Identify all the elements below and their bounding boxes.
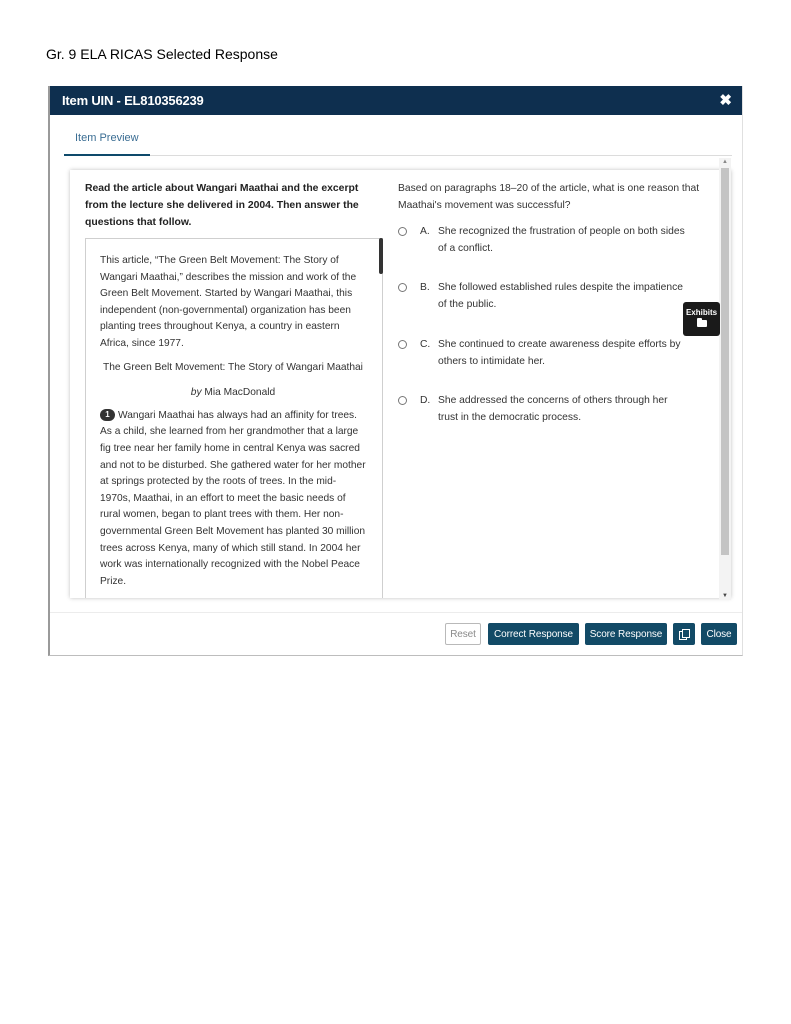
page-header: Gr. 9 ELA RICAS Selected Response [46, 46, 278, 62]
correct-response-button[interactable]: Correct Response [488, 623, 579, 645]
close-x-icon[interactable]: ✖ [719, 92, 732, 109]
content-scrollbar-thumb[interactable] [721, 168, 729, 555]
score-response-button[interactable]: Score Response [585, 623, 667, 645]
passage-intro: This article, “The Green Belt Movement: The Story of Wangari Maathai,” describes the mission and work of the Green Belt Movement. Started by Wangari Maathai, this independent (non-governmental) organization has been planting trees throughout Kenya, a country in eastern Africa, since 1977. [100, 255, 357, 349]
close-button[interactable]: Close [701, 623, 737, 645]
modal-titlebar [50, 86, 742, 115]
paragraph-1-text: Wangari Maathai has always had an affinity for trees. As a child, she learned from her grandmother that a large fig tree near her family home in central Kenya was sacred and not to be disturbed. She gathered water for her mother at springs protected by the roots of trees. In the mid-1970s, Maathai, in an effort to meet the basic needs of rural women, began to plant trees with them. Her non-governmental Green Belt Movement has planted 30 million trees across Kenya, many of which still stand. In 2004 her work was internationally recognized with the Nobel Peace Prize. [100, 409, 366, 587]
question-prompt: Based on paragraphs 18–20 of the article, what is one reason that Maathai's movement was successful? [398, 183, 700, 211]
item-content-frame [70, 170, 731, 598]
option-letter: D. [420, 395, 431, 406]
passage-author: Mia MacDonald [204, 387, 276, 399]
passage-instructions: Read the article about Wangari Maathai and the excerpt from the lecture she delivered in 2004. Then answer the questions that follow. [85, 183, 359, 228]
passage-title: The Green Belt Movement: The Story of Wangari Maathai [103, 361, 363, 373]
option-text: She continued to create awareness despite efforts by others to intimidate her. [438, 339, 681, 367]
exhibits-label: Exhibits [685, 308, 718, 317]
scroll-up-icon[interactable]: ▲ [722, 159, 728, 165]
exhibits-button[interactable] [683, 302, 720, 336]
option-letter: C. [420, 339, 431, 350]
radio-a[interactable] [398, 227, 407, 236]
copy-button[interactable] [673, 623, 695, 645]
passage-paragraph-1 [100, 408, 366, 591]
radio-b[interactable] [398, 283, 407, 292]
copy-icon [679, 629, 689, 639]
option-text: She followed established rules despite the impatience of the public. [438, 282, 683, 310]
modal-title: Item UIN - EL810356239 [62, 93, 204, 108]
folder-icon [697, 320, 707, 327]
footer-divider [50, 612, 742, 613]
radio-d[interactable] [398, 396, 407, 405]
radio-c[interactable] [398, 340, 407, 349]
item-preview-modal [48, 86, 743, 656]
option-letter: B. [420, 282, 430, 293]
option-text: She recognized the frustration of people on both sides of a conflict. [438, 226, 685, 254]
content-scrollbar[interactable] [719, 158, 731, 600]
passage-byline [100, 385, 366, 402]
option-text: She addressed the concerns of others through her trust in the democratic process. [438, 395, 668, 423]
byline-prefix: by [190, 387, 202, 399]
option-letter: A. [420, 226, 430, 237]
reset-button[interactable]: Reset [445, 623, 481, 645]
passage-scrollbar-thumb[interactable] [379, 238, 383, 274]
tab-item-preview[interactable]: Item Preview [64, 130, 150, 156]
scroll-down-icon[interactable]: ▼ [722, 593, 728, 599]
passage-box[interactable] [85, 238, 383, 598]
paragraph-number-badge: 1 [100, 409, 115, 421]
tab-bar [64, 130, 732, 156]
